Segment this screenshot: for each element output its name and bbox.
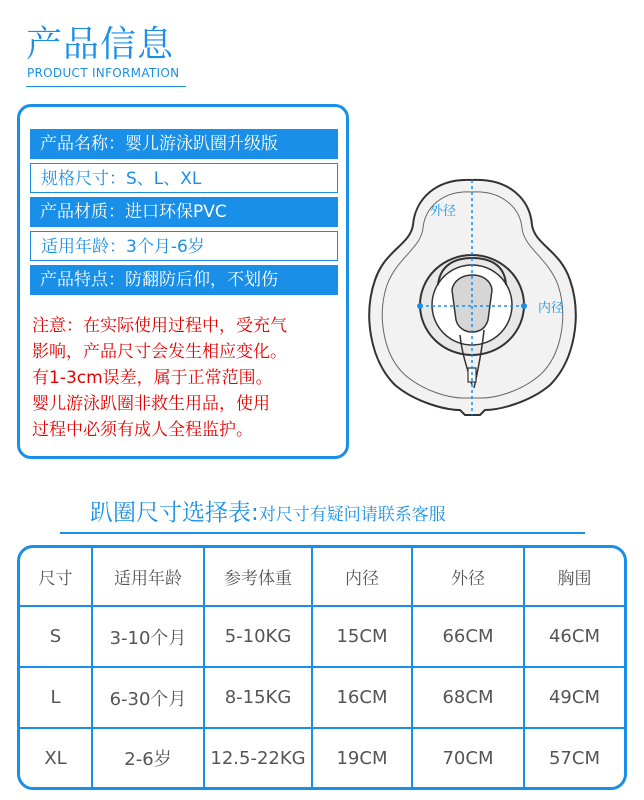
- table-cell: 49CM: [524, 667, 624, 728]
- size-table: [20, 548, 624, 787]
- table-cell: 70CM: [412, 728, 524, 787]
- header-cell: 适用年龄: [92, 548, 204, 606]
- info-row-material: 产品材质：进口环保PVC: [30, 197, 338, 227]
- table-cell: 19CM: [312, 728, 412, 787]
- outer-diameter-label: 外径: [430, 204, 457, 219]
- table-cell: 57CM: [524, 728, 624, 787]
- note-line: 婴儿游泳趴圈非救生用品，使用: [32, 394, 270, 414]
- table-cell: XL: [20, 728, 92, 787]
- size-table-card: [17, 545, 627, 790]
- usage-note: [32, 313, 342, 443]
- inner-left-dot: [417, 303, 423, 309]
- inner-right-dot: [521, 303, 527, 309]
- table-cell: 46CM: [524, 606, 624, 667]
- note-line: 影响，产品尺寸会发生相应变化。: [32, 342, 287, 362]
- table-row: [20, 606, 624, 667]
- table-cell: L: [20, 667, 92, 728]
- size-table-title-note: 对尺寸有疑问请联系客服: [258, 505, 446, 525]
- title-divider: [26, 86, 186, 87]
- info-row-name: 产品名称：婴儿游泳趴圈升级版: [30, 129, 338, 159]
- header-cell: 尺寸: [20, 548, 92, 606]
- table-cell: 3-10个月: [92, 606, 204, 667]
- table-cell: 8-15KG: [204, 667, 312, 728]
- table-cell: 16CM: [312, 667, 412, 728]
- header-cell: 外径: [412, 548, 524, 606]
- header-cell: 胸围: [524, 548, 624, 606]
- info-row-size: 规格尺寸：S、L、XL: [30, 163, 338, 193]
- table-cell: 66CM: [412, 606, 524, 667]
- table-cell: 5-10KG: [204, 606, 312, 667]
- size-table-title: [90, 494, 446, 527]
- page-title: 产品信息: [26, 24, 175, 65]
- table-cell: 2-6岁: [92, 728, 204, 787]
- table-cell: 15CM: [312, 606, 412, 667]
- table-cell: S: [20, 606, 92, 667]
- size-table-title-main: 趴圈尺寸选择表:: [90, 500, 259, 526]
- info-row-age: 适用年龄：3个月-6岁: [30, 231, 338, 261]
- info-row-features: 产品特点：防翻防后仰，不划伤: [30, 265, 338, 295]
- size-table-divider: [60, 532, 585, 534]
- header-cell: 内径: [312, 548, 412, 606]
- table-cell: 6-30个月: [92, 667, 204, 728]
- table-cell: 12.5-22KG: [204, 728, 312, 787]
- note-line: 过程中必须有成人全程监护。: [32, 420, 253, 440]
- table-row: [20, 728, 624, 787]
- table-header-row: [20, 548, 624, 606]
- note-line: 有1-3cm误差，属于正常范围。: [32, 368, 273, 388]
- header-cell: 参考体重: [204, 548, 312, 606]
- table-row: [20, 667, 624, 728]
- inner-diameter-label: 内径: [538, 301, 565, 316]
- page-subtitle: PRODUCT INFORMATION: [27, 66, 180, 80]
- swim-ring-diagram: [360, 170, 585, 435]
- table-cell: 68CM: [412, 667, 524, 728]
- product-info-card: [17, 104, 349, 459]
- note-line: 注意：在实际使用过程中，受充气: [32, 316, 287, 336]
